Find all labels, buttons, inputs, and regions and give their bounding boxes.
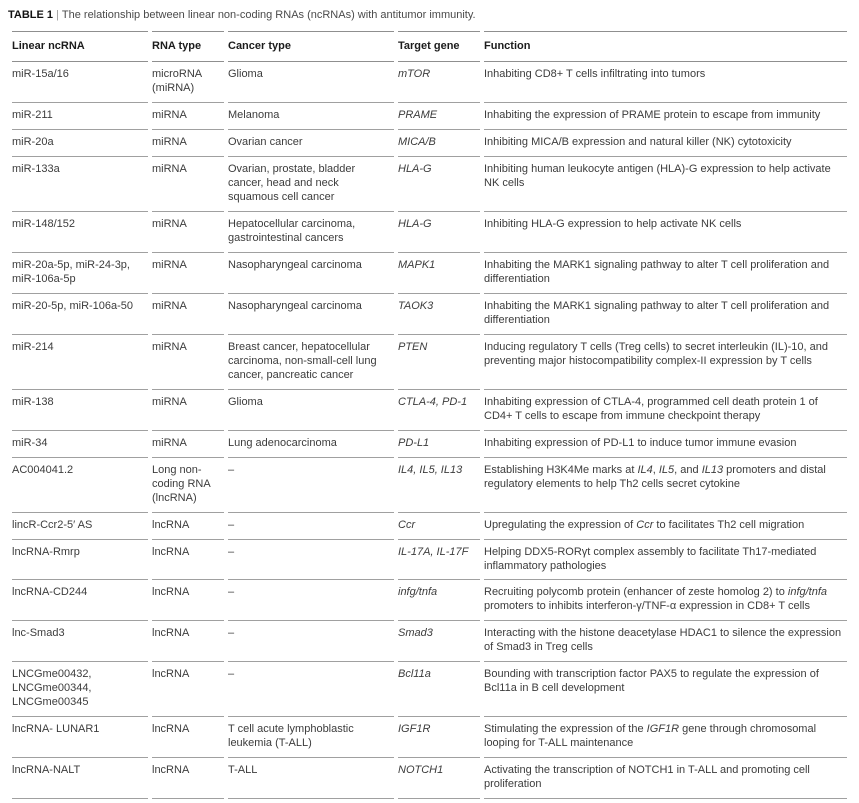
cell-rna-type: lncRNA	[152, 717, 224, 758]
cell-cancer-type: Glioma	[228, 390, 394, 431]
cell-target-gene: HLA-G	[398, 157, 480, 212]
table-row	[12, 758, 847, 799]
table-row	[12, 130, 847, 157]
cell-linear-ncrna: AC004041.2	[12, 458, 148, 513]
cell-rna-type: miRNA	[152, 335, 224, 390]
cell-target-gene: IGF1R	[398, 717, 480, 758]
table-row	[12, 103, 847, 130]
cell-target-gene: Ccr	[398, 513, 480, 540]
cell-linear-ncrna: miR-34	[12, 431, 148, 458]
table-row	[12, 212, 847, 253]
table-row	[12, 335, 847, 390]
cell-rna-type: lncRNA	[152, 621, 224, 662]
column-header-cancer-type: Cancer type	[228, 31, 394, 62]
cell-target-gene: MAPK1	[398, 253, 480, 294]
cell-linear-ncrna: miR-20a	[12, 130, 148, 157]
cell-function: Inhabiting the MARK1 signaling pathway to alter T cell proliferation and differentiation	[484, 253, 847, 294]
cell-cancer-type: Melanoma	[228, 103, 394, 130]
cell-rna-type: lncRNA	[152, 513, 224, 540]
cell-rna-type: lncRNA	[152, 758, 224, 799]
cell-target-gene: NOTCH1	[398, 758, 480, 799]
cell-rna-type: microRNA (miRNA)	[152, 62, 224, 103]
cell-function: Inhibiting HLA-G expression to help activate NK cells	[484, 212, 847, 253]
cell-cancer-type: –	[228, 621, 394, 662]
cell-target-gene: IL4, IL5, IL13	[398, 458, 480, 513]
cell-function: Inhibiting human leukocyte antigen (HLA)-G expression to help activate NK cells	[484, 157, 847, 212]
cell-target-gene: TAOK3	[398, 294, 480, 335]
cell-rna-type: miRNA	[152, 294, 224, 335]
table-header	[12, 31, 847, 62]
cell-function: Stimulating the expression of the IGF1R gene through chromosomal looping for T-ALL maintenance	[484, 717, 847, 758]
cell-cancer-type: Ovarian cancer	[228, 130, 394, 157]
cell-cancer-type: Glioma	[228, 62, 394, 103]
cell-cancer-type: T-ALL	[228, 758, 394, 799]
cell-cancer-type: Nasopharyngeal carcinoma	[228, 294, 394, 335]
table-caption-separator: |	[56, 9, 59, 21]
cell-rna-type: miRNA	[152, 130, 224, 157]
cell-function: Interacting with the histone deacetylase HDAC1 to silence the expression of Smad3 in Treg cells	[484, 621, 847, 662]
cell-rna-type: miRNA	[152, 253, 224, 294]
cell-function: Establishing H3K4Me marks at IL4, IL5, and IL13 promoters and distal regulatory elements to help Th2 cells secret cytokine	[484, 458, 847, 513]
cell-linear-ncrna: lncRNA-NALT	[12, 758, 148, 799]
column-header-function: Function	[484, 31, 847, 62]
cell-linear-ncrna: miR-211	[12, 103, 148, 130]
table-row	[12, 431, 847, 458]
cell-rna-type: miRNA	[152, 431, 224, 458]
cell-function: Helping DDX5-RORγt complex assembly to facilitate Th17-mediated inflammatory pathologies	[484, 540, 847, 581]
cell-cancer-type: Ovarian, prostate, bladder cancer, head and neck squamous cell cancer	[228, 157, 394, 212]
table-body	[12, 62, 847, 799]
cell-cancer-type: Breast cancer, hepatocellular carcinoma, non-small-cell lung cancer, pancreatic cancer	[228, 335, 394, 390]
cell-cancer-type: –	[228, 580, 394, 621]
header-row	[12, 31, 847, 62]
table-row	[12, 621, 847, 662]
cell-target-gene: HLA-G	[398, 212, 480, 253]
cell-linear-ncrna: miR-138	[12, 390, 148, 431]
cell-rna-type: miRNA	[152, 103, 224, 130]
cell-function: Inducing regulatory T cells (Treg cells) to secret interleukin (IL)-10, and preventing major histocompatibility complex-II expression by T cells	[484, 335, 847, 390]
cell-function: Inhibiting MICA/B expression and natural killer (NK) cytotoxicity	[484, 130, 847, 157]
cell-target-gene: PTEN	[398, 335, 480, 390]
cell-function: Inhabiting the expression of PRAME protein to escape from immunity	[484, 103, 847, 130]
table-row	[12, 253, 847, 294]
cell-linear-ncrna: lncRNA- LUNAR1	[12, 717, 148, 758]
table-row	[12, 62, 847, 103]
cell-cancer-type: –	[228, 458, 394, 513]
cell-function: Inhabiting expression of PD-L1 to induce tumor immune evasion	[484, 431, 847, 458]
table-row	[12, 540, 847, 581]
table-row	[12, 580, 847, 621]
cell-target-gene: PD-L1	[398, 431, 480, 458]
table-row	[12, 390, 847, 431]
cell-linear-ncrna: miR-20-5p, miR-106a-50	[12, 294, 148, 335]
table-caption-text: The relationship between linear non-coding RNAs (ncRNAs) with antitumor immunity.	[61, 9, 476, 21]
cell-linear-ncrna: miR-15a/16	[12, 62, 148, 103]
column-header-rna-type: RNA type	[152, 31, 224, 62]
cell-rna-type: lncRNA	[152, 540, 224, 581]
cell-function: Inhabiting expression of CTLA-4, programmed cell death protein 1 of CD4+ T cells to escape from immune checkpoint therapy	[484, 390, 847, 431]
cell-function: Inhabiting the MARK1 signaling pathway to alter T cell proliferation and differentiation	[484, 294, 847, 335]
cell-linear-ncrna: lnc-Smad3	[12, 621, 148, 662]
cell-target-gene: infg/tnfa	[398, 580, 480, 621]
cell-rna-type: miRNA	[152, 212, 224, 253]
column-header-target-gene: Target gene	[398, 31, 480, 62]
table-row	[12, 294, 847, 335]
cell-cancer-type: T cell acute lymphoblastic leukemia (T-ALL)	[228, 717, 394, 758]
cell-rna-type: lncRNA	[152, 662, 224, 717]
ncrna-table	[8, 31, 851, 799]
cell-function: Bounding with transcription factor PAX5 to regulate the expression of Bcl11a in B cell development	[484, 662, 847, 717]
cell-function: Inhabiting CD8+ T cells infiltrating into tumors	[484, 62, 847, 103]
cell-rna-type: miRNA	[152, 390, 224, 431]
cell-linear-ncrna: miR-214	[12, 335, 148, 390]
cell-rna-type: miRNA	[152, 157, 224, 212]
cell-linear-ncrna: lncRNA-CD244	[12, 580, 148, 621]
cell-rna-type: Long non-coding RNA (lncRNA)	[152, 458, 224, 513]
cell-linear-ncrna: miR-20a-5p, miR-24-3p, miR-106a-5p	[12, 253, 148, 294]
cell-target-gene: IL-17A, IL-17F	[398, 540, 480, 581]
cell-function: Upregulating the expression of Ccr to facilitates Th2 cell migration	[484, 513, 847, 540]
cell-linear-ncrna: lncRNA-Rmrp	[12, 540, 148, 581]
table-row	[12, 458, 847, 513]
cell-target-gene: Smad3	[398, 621, 480, 662]
table-row	[12, 157, 847, 212]
cell-cancer-type: Lung adenocarcinoma	[228, 431, 394, 458]
cell-target-gene: mTOR	[398, 62, 480, 103]
cell-target-gene: Bcl11a	[398, 662, 480, 717]
cell-cancer-type: –	[228, 662, 394, 717]
column-header-linear-ncrna: Linear ncRNA	[12, 31, 148, 62]
table-row	[12, 662, 847, 717]
cell-target-gene: PRAME	[398, 103, 480, 130]
cell-cancer-type: Nasopharyngeal carcinoma	[228, 253, 394, 294]
cell-function: Recruiting polycomb protein (enhancer of zeste homolog 2) to infg/tnfa promoters to inhibits interferon-γ/TNF-α expression in CD8+ T cells	[484, 580, 847, 621]
cell-linear-ncrna: miR-133a	[12, 157, 148, 212]
cell-linear-ncrna: lincR-Ccr2-5′ AS	[12, 513, 148, 540]
cell-linear-ncrna: LNCGme00432, LNCGme00344, LNCGme00345	[12, 662, 148, 717]
cell-rna-type: lncRNA	[152, 580, 224, 621]
cell-target-gene: MICA/B	[398, 130, 480, 157]
table-row	[12, 717, 847, 758]
cell-cancer-type: –	[228, 513, 394, 540]
cell-cancer-type: –	[228, 540, 394, 581]
cell-function: Activating the transcription of NOTCH1 in T-ALL and promoting cell proliferation	[484, 758, 847, 799]
table-caption	[8, 8, 851, 22]
cell-linear-ncrna: miR-148/152	[12, 212, 148, 253]
cell-target-gene: CTLA-4, PD-1	[398, 390, 480, 431]
table-caption-label: TABLE 1	[8, 9, 54, 21]
table-row	[12, 513, 847, 540]
cell-cancer-type: Hepatocellular carcinoma, gastrointestinal cancers	[228, 212, 394, 253]
